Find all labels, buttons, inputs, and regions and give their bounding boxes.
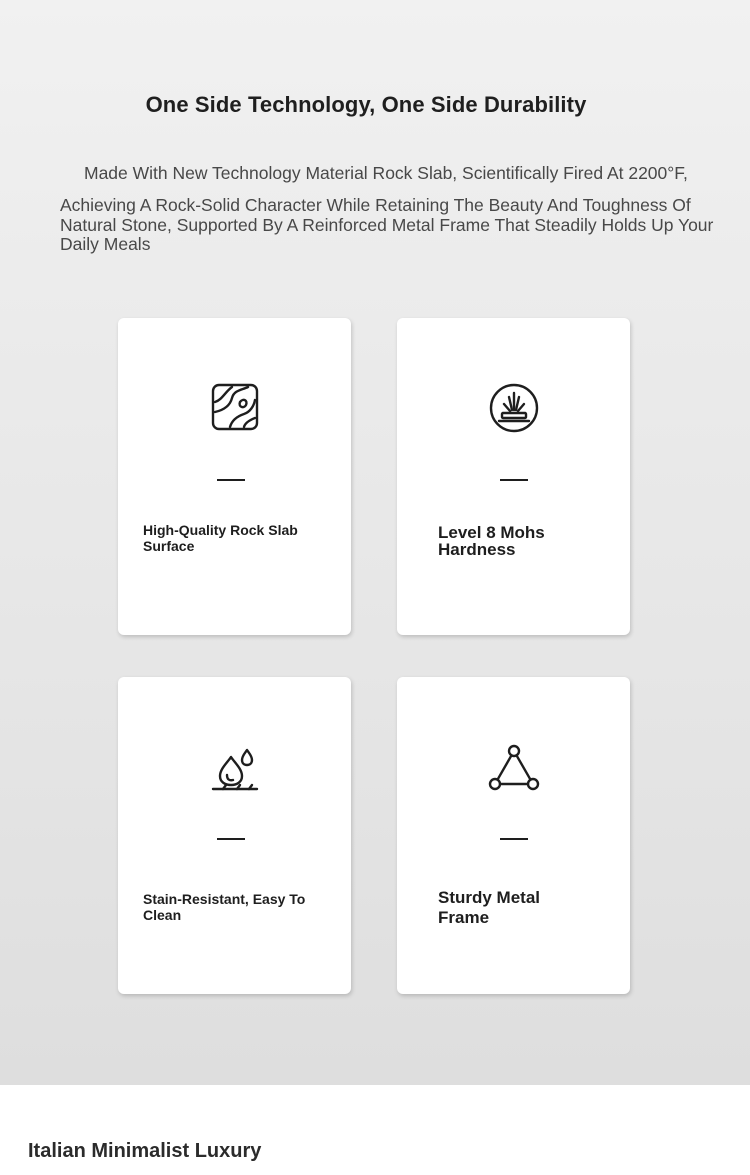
description-body: Achieving A Rock-Solid Character While Retaining The Beauty And Toughness Of Natural Stone, Supported By A Reinforced Metal Frame That Steadily Holds Up Your Daily Meals [60, 195, 714, 254]
feature-label: Sturdy Metal Frame [438, 888, 541, 927]
section-title: One Side Technology, One Side Durability [145, 92, 587, 117]
section-description [60, 162, 720, 255]
triangle-frame-icon [397, 741, 630, 797]
feature-label: Level 8 Mohs Hardness [438, 523, 545, 559]
feature-label: High-Quality Rock Slab Surface [143, 522, 298, 554]
card-divider [500, 838, 528, 840]
feature-label: Stain-Resistant, Easy To Clean [143, 891, 306, 923]
feature-card-stain-resistant [118, 677, 351, 994]
feature-card-rock-slab [118, 318, 351, 635]
rock-slab-texture-icon [118, 382, 351, 438]
feature-card-metal-frame [397, 677, 630, 994]
card-divider [500, 479, 528, 481]
description-line-1: Made With New Technology Material Rock Slab, Scientifically Fired At 2200°F, [84, 163, 688, 183]
laser-hardness-icon [397, 382, 630, 438]
card-divider [217, 479, 245, 481]
next-section-title: Italian Minimalist Luxury [28, 1140, 262, 1162]
card-divider [217, 838, 245, 840]
water-drops-icon [118, 741, 351, 797]
feature-card-hardness [397, 318, 630, 635]
